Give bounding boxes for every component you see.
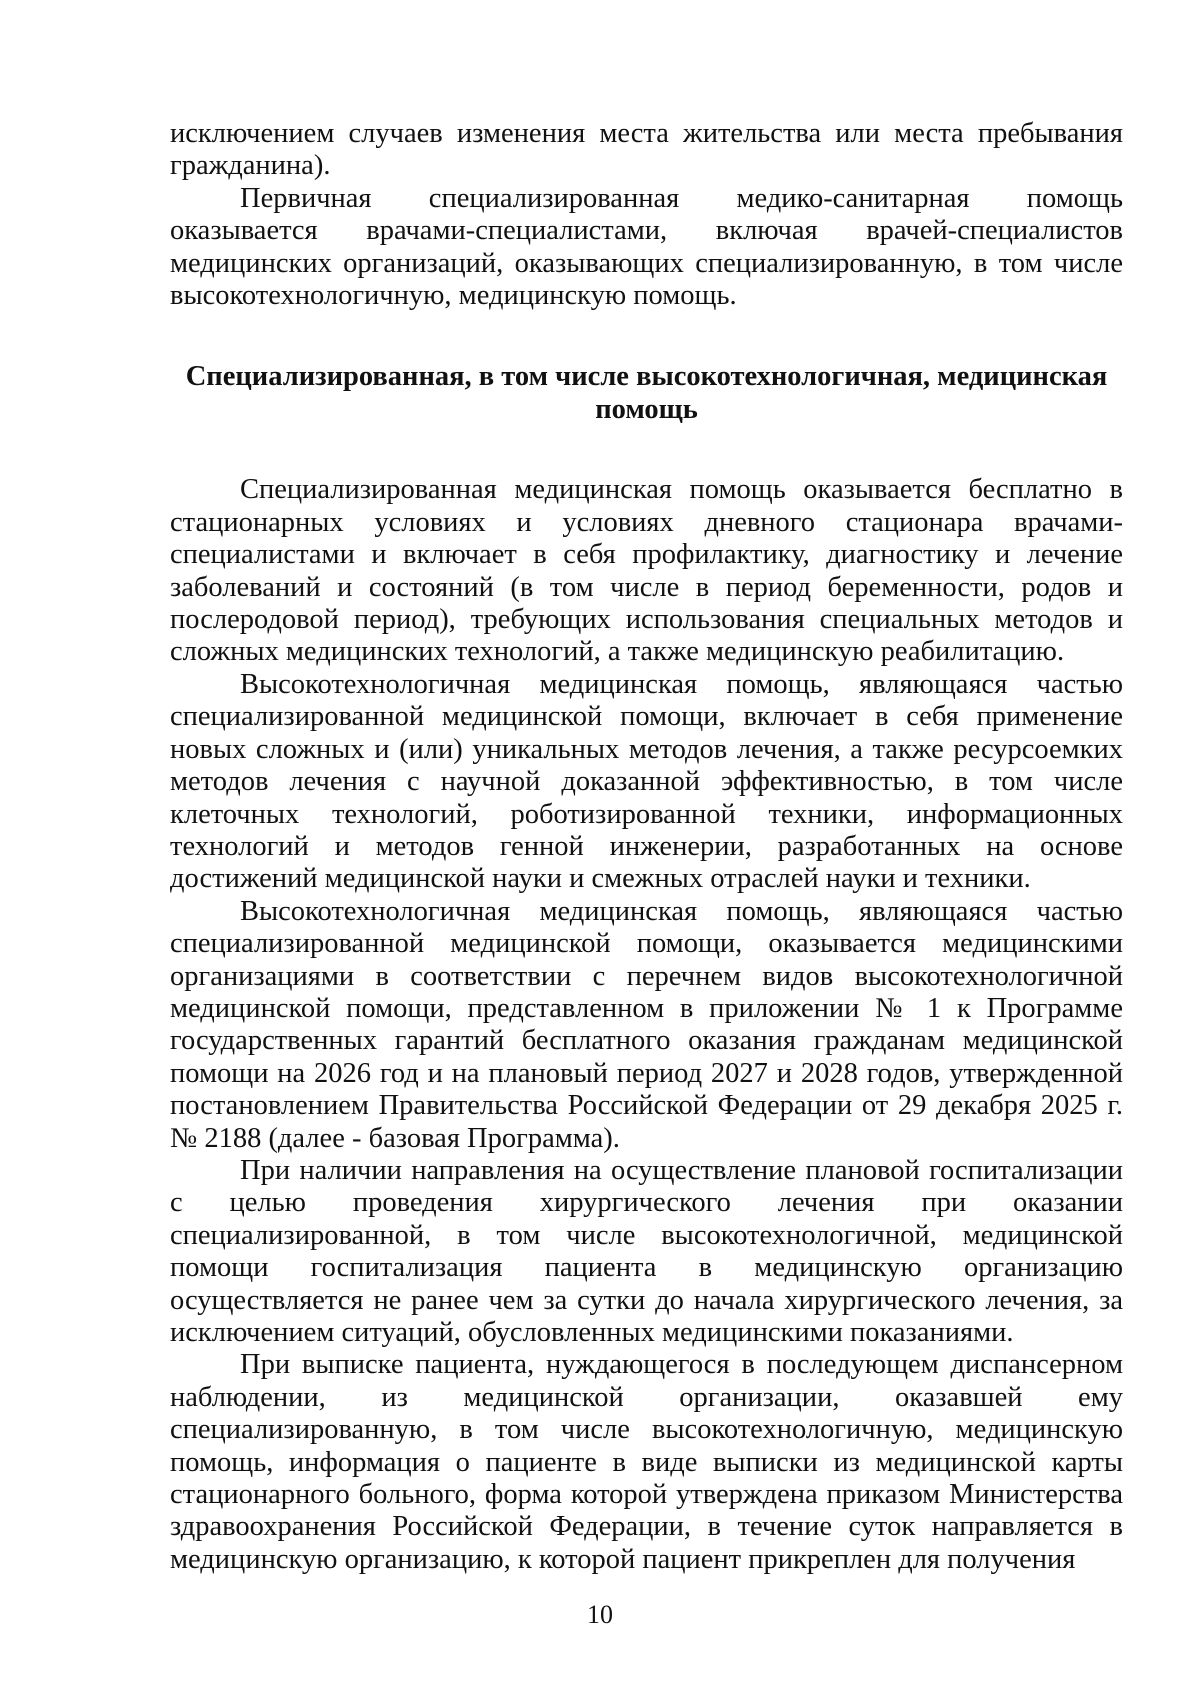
document-body [170,118,1123,1576]
section-heading: Специализированная, в том числе высокотехнологичная, медицинская помощь [185,361,1108,426]
paragraph-hospitalization: При наличии направления на осуществление плановой госпитализации с целью проведения хирургического лечения при оказании специализированной, в том числе высокотехнологичной, медицинской помощи госпитализация пациента в медицинскую организацию осуществляется не ранее чем за сутки до начала хирургического лечения, за исключением ситуаций, обусловленных медицинскими показаниями. [170,1154,1123,1348]
paragraph-specialized-care: Специализированная медицинская помощь оказывается бесплатно в стационарных условиях и условиях дневного стационара врачами-специалистами и включает в себя профилактику, диагностику и лечение заболеваний и состояний (в том числе в период беременности, родов и послеродовой период), требующих использования специальных методов и сложных медицинских технологий, а также медицинскую реабилитацию. [170,474,1123,668]
paragraph-continuation: исключением случаев изменения места жительства или места пребывания гражданина). [170,118,1123,182]
paragraph-high-tech-provision: Высокотехнологичная медицинская помощь, являющаяся частью специализированной медицинской помощи, оказывается медицинскими организациями в соответствии с перечнем видов высокотехнологичной медицинской помощи, представленном в приложении № 1 к Программе государственных гарантий бесплатного оказания гражданам медицинской помощи на 2026 год и на плановый период 2027 и 2028 годов, утвержденной постановлением Правительства Российской Федерации от 29 декабря 2025 г. № 2188 (далее - базовая Программа). [170,895,1123,1154]
paragraph-discharge: При выписке пациента, нуждающегося в последующем диспансерном наблюдении, из медицинской организации, оказавшей ему специализированную, в том числе высокотехнологичную, медицинскую помощь, информация о пациенте в виде выписки из медицинской карты стационарного больного, форма которой утверждена приказом Министерства здравоохранения Российской Федерации, в течение суток направляется в медицинскую организацию, к которой пациент прикреплен для получения [170,1349,1123,1575]
page-number: 10 [587,1600,613,1629]
paragraph-high-tech-definition: Высокотехнологичная медицинская помощь, являющаяся частью специализированной медицинской помощи, включает в себя применение новых сложных и (или) уникальных методов лечения, а также ресурсоемких методов лечения с научной доказанной эффективностью, в том числе клеточных технологий, роботизированной техники, информационных технологий и методов генной инженерии, разработанных на основе достижений медицинской науки и смежных отраслей науки и техники. [170,668,1123,895]
paragraph-primary-care: Первичная специализированная медико-санитарная помощь оказывается врачами-специалистами, включая врачей-специалистов медицинских организаций, оказывающих специализированную, в том числе высокотехнологичную, медицинскую помощь. [170,182,1123,312]
